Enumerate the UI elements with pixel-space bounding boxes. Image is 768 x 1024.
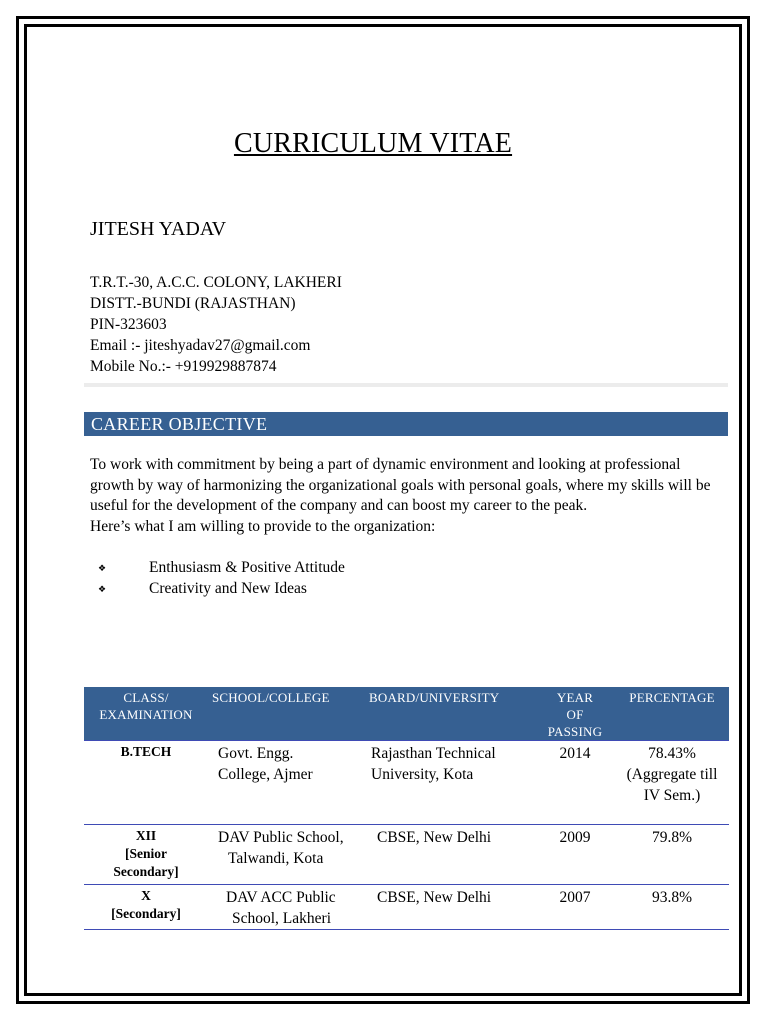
cell-percentage: 78.43% (Aggregate till IV Sem.) xyxy=(615,741,729,825)
cell-school: DAV ACC Public School, Lakheri xyxy=(208,885,365,930)
cell-percentage: 93.8% xyxy=(615,885,729,930)
cell-year: 2007 xyxy=(535,885,615,930)
cell-board: CBSE, New Delhi xyxy=(365,885,535,930)
contact-block xyxy=(90,272,342,377)
address-line-2: DISTT.-BUNDI (RAJASTHAN) xyxy=(90,295,296,312)
career-objective-heading: CAREER OBJECTIVE xyxy=(84,412,728,436)
column-header-school: SCHOOL/COLLEGE xyxy=(208,687,365,741)
cell-class: XII [Senior Secondary] xyxy=(84,825,208,885)
column-header-board: BOARD/UNIVERSITY xyxy=(365,687,535,741)
table-row xyxy=(84,825,729,885)
address-line-1: T.R.T.-30, A.C.C. COLONY, LAKHERI xyxy=(90,274,342,291)
candidate-name: JITESH YADAV xyxy=(90,218,227,240)
pin-code: PIN-323603 xyxy=(90,316,167,333)
column-header-year: YEAR OF PASSING xyxy=(535,687,615,741)
career-objective-text xyxy=(90,455,720,537)
cell-school: DAV Public School, Talwandi, Kota xyxy=(208,825,365,885)
document-title: CURRICULUM VITAE xyxy=(233,128,513,159)
diamond-bullet-icon: ❖ xyxy=(98,583,107,594)
column-header-class: CLASS/ EXAMINATION xyxy=(84,687,208,741)
cell-class: B.TECH xyxy=(84,741,208,825)
email: Email :- jiteshyadav27@gmail.com xyxy=(90,337,311,354)
objective-paragraph: To work with commitment by being a part of dynamic environment and looking at professional growth by way of harmonizing the organizational goals with personal goals, where my skills will be useful for the development of the company and can boost my career to the peak. xyxy=(90,456,711,515)
mobile-number: Mobile No.:- +919929887874 xyxy=(90,358,277,375)
cell-class: X [Secondary] xyxy=(84,885,208,930)
table-header-row xyxy=(84,687,729,741)
section-divider xyxy=(84,383,728,387)
cell-percentage: 79.8% xyxy=(615,825,729,885)
column-header-percentage: PERCENTAGE xyxy=(615,687,729,741)
offer-list xyxy=(90,558,345,599)
table-row xyxy=(84,741,729,825)
objective-intro: Here’s what I am willing to provide to the organization: xyxy=(90,517,436,535)
table-row xyxy=(84,885,729,930)
cell-board: Rajasthan Technical University, Kota xyxy=(365,741,535,825)
cell-board: CBSE, New Delhi xyxy=(365,825,535,885)
list-item xyxy=(90,579,345,600)
list-item-text: Enthusiasm & Positive Attitude xyxy=(149,559,345,576)
diamond-bullet-icon: ❖ xyxy=(98,563,107,573)
list-item xyxy=(90,558,345,579)
list-item-text: Creativity and New Ideas xyxy=(149,579,307,597)
cell-year: 2009 xyxy=(535,825,615,885)
education-table xyxy=(84,687,729,930)
cell-school: Govt. Engg. College, Ajmer xyxy=(208,741,365,825)
cell-year: 2014 xyxy=(535,741,615,825)
